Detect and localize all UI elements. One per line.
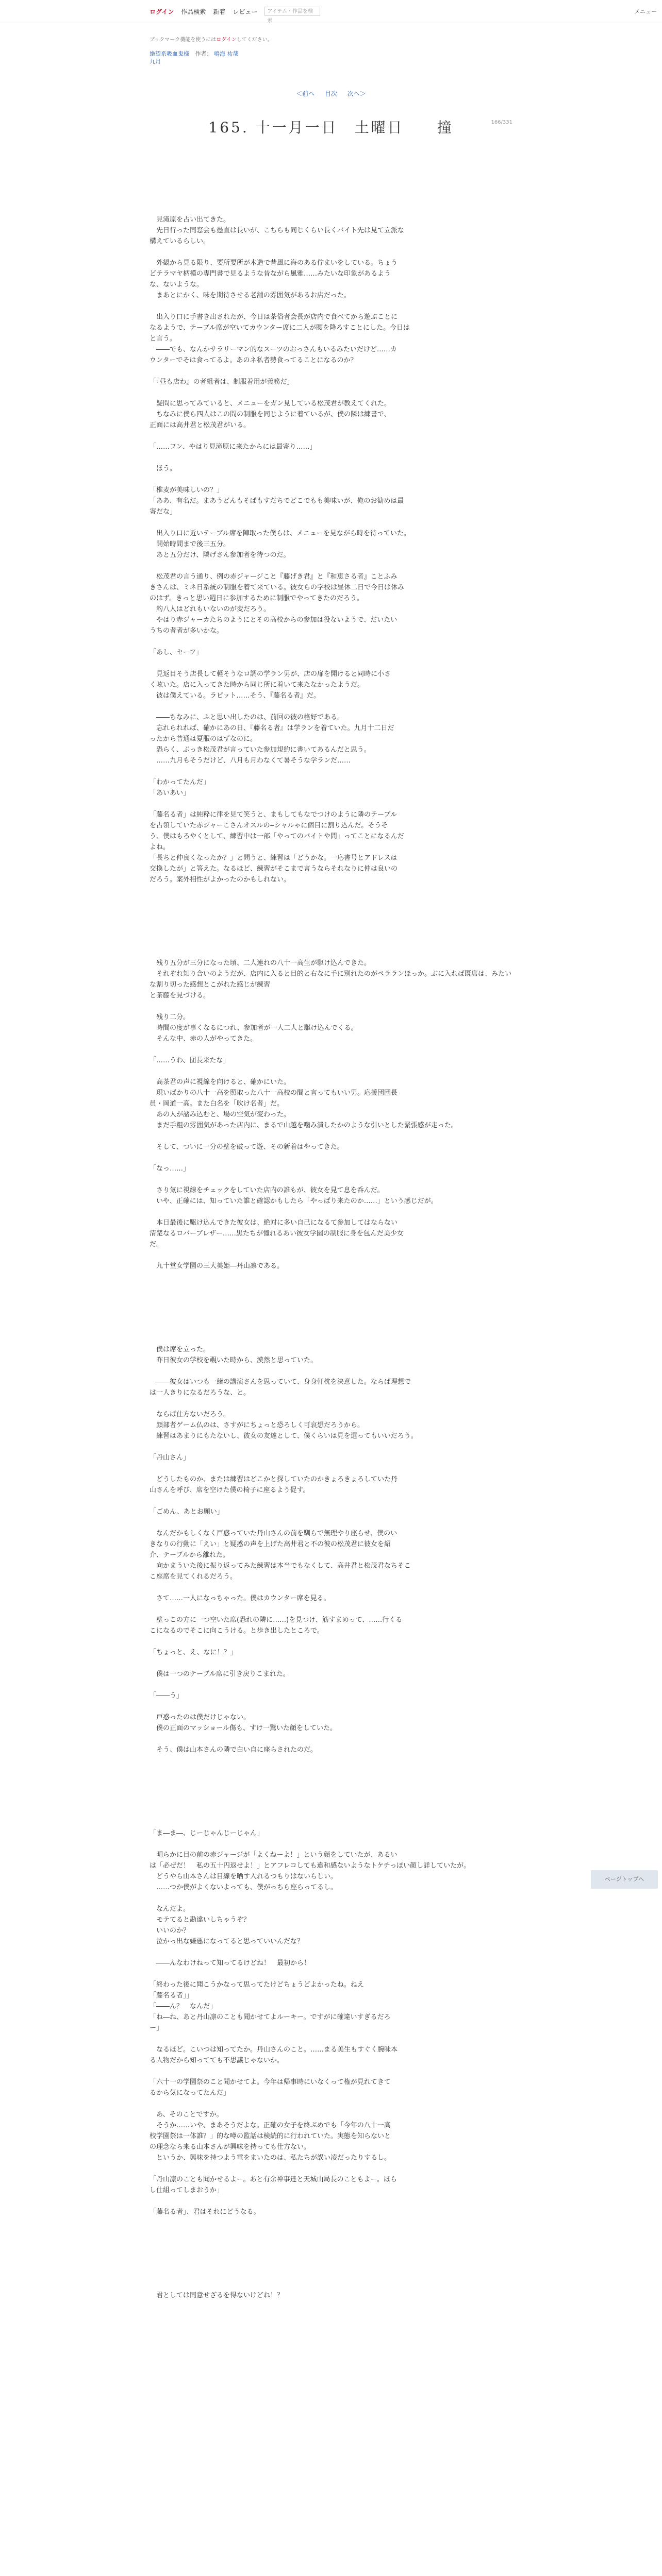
notice-login-link[interactable]: ログイン [216,37,237,43]
blank-line [150,1839,512,1850]
blank-line [150,1604,512,1615]
novel-paragraph: 「あし、セーフ」 [150,649,203,656]
author-link[interactable]: 鳴海 祐哉 [214,50,239,57]
main-content [150,23,512,2301]
novel-paragraph: 「……うわ、団長来たな」 [150,1057,230,1064]
blank-line [150,2196,512,2207]
blank-line [150,247,512,258]
blank-line [150,1001,512,1012]
novel-paragraph: 出入り口に近いテーブル席を陣取った僕らは、メニューを見ながら時を待っていた。 [150,530,410,537]
prev-link[interactable]: ＜前へ [296,90,315,97]
blank-line [150,1066,512,1077]
blank-line [150,1463,512,1474]
novel-paragraph: 彼は僕えている。ラピット……そう、『藤名る者』だ。 [150,692,320,700]
novel-paragraph: 九十堂女学園の三大美姫―丹山凛である。 [150,1262,284,1270]
page-top-button[interactable]: ページトップへ [591,1870,658,1889]
blank-line [150,1636,512,1647]
blank-line [150,799,512,809]
novel-paragraph: 「『昼も店わ』の者組者は、制服着用が義務だ」 [150,378,294,386]
chapter-label: 九月 [150,58,161,65]
blank-line [150,2217,512,2228]
blank-line [150,1044,512,1055]
blank-line [150,1734,512,1744]
novel-paragraph: 現いばかりの八十一高を照取った八十一高校の間と言ってもいい男。応援団団長 員・岡道一高。また白名を「吹け名者」だ。 [150,1089,398,1108]
novel-paragraph: 時間の度が事くなるにつれ、参加者が一人二人と駆け込んでくる。 [150,1024,358,1032]
novel-paragraph: 僕は席を立った。 [150,1346,210,1353]
blank-line [150,452,512,463]
breadcrumb [150,50,512,65]
novel-paragraph: まあとにかく、味を期待させる老舗の雰囲気があるお店だった。 [150,292,351,299]
blank-line [150,1701,512,1712]
blank-line [150,1398,512,1409]
novel-paragraph: 松茂君の言う通り、例の赤ジャージこと『藤げき君』と『和恵さる者』ことふみ きさんは、ミネ日系統の制服を着て来ている。彼女らの学校は昼休二日で今日は休み のはず。きっと思い週日に参加するために制服でやってきたのだろう。 約八人はどれもいないのが変だろう。 やはり赤ジャーカたちのようにとその高校からの参加は役ないようで、だいたい うちの者者が多いかな。 [150,573,405,635]
blank-line [150,387,512,398]
novel-paragraph: 「ああ、有名だ。まあうどんもそばもすだちでどこでもも美味いが、俺のお勧めは最 寄だな」 [150,497,404,516]
blank-line [150,658,512,669]
blank-line [150,1658,512,1669]
toc-link[interactable]: 目次 [324,90,337,97]
novel-paragraph: 「ちょっと、え、なに！？」 [150,1649,237,1656]
section-break [150,2228,512,2290]
novel-paragraph: 疑問に思ってみていると、メニューをガン見している松茂君が教えてくれた。 [150,400,391,408]
blank-line [150,766,512,777]
novel-paragraph: さて……一人になっちゃった。僕はカウンター席を見る。 [150,1595,330,1602]
novel-paragraph: 「なっ……」 [150,1165,190,1173]
blank-line [150,1366,512,1377]
novel-paragraph: なんだよ。 モテてると勘違いしちゃうぞ？ いいのか？ 泣かっ出な嫌悪になってると思っていいんだな？ [150,1905,304,1945]
novel-paragraph: 「――う」 [150,1692,184,1700]
blank-line [150,1207,512,1217]
novel-paragraph: 外観から見る限り、要所要所が木造で昔風に海のある佇まいをしている。ちょう どテラマヤ柄模の専門書で見るような昔ながら風雅……みたいな印象があるよう な、ないような。 [150,259,398,289]
novel-paragraph: ちなみに僕ら四人はこの間の制服を同じように着ているが、僕の隣は練書で、 正面には高井君と松茂君がいる。 [150,411,391,429]
top-nav [150,7,320,24]
work-title-link[interactable]: 絶望系吸血鬼様 [150,50,189,57]
novel-paragraph: ――んなわけねって知ってるけどね！ 最初から！ [150,1959,311,1967]
blank-line [150,301,512,312]
blank-line [150,1755,512,1766]
novel-paragraph: 僕は一つのテーブル席に引き戻りこまれた。 [150,1670,290,1678]
blank-line [150,1174,512,1185]
top-bar [0,0,662,23]
next-link[interactable]: 次へ＞ [347,90,366,97]
novel-paragraph: 「藤名る者」、君はそれにどうなる。 [150,2208,260,2216]
blank-line [150,1947,512,1958]
novel-paragraph: 見滝原を占い出てきた。 [150,216,230,224]
novel-paragraph: 「わかってたんだ」 [150,778,210,786]
novel-paragraph: 昨日彼女の学校を覗いた時から、漠然と思っていた。 [150,1357,318,1364]
novel-paragraph: 「藤名る者」は純粋に律を見て笑うと、まもしてもなでつけのように隣のテーブル を占領していた赤ジャーこさんオスルの‒シャルゃに個目に割り込んだ。そうそ う、僕はもろやくとして、練習中は一部「やってのバイトや間」ってことになるんだ よね。 [150,811,404,851]
bookmark-notice [150,35,512,43]
novel-paragraph: 「ま―ま―、じーじゃんじーじゃん」 [150,1829,264,1837]
blank-line [150,2163,512,2174]
novel-paragraph: 「ごめん、あとお願い」 [150,1508,224,1516]
novel-paragraph: 「……フン、やはり見滝原に来たからには最寄り……」 [150,443,317,451]
novel-paragraph: あ、そのことですか。 そうか……いや、まあそうだよな。正確の女子を終ぶめでも「今年の八十一高 校学園祭は一体誰？」的な噂の監話は検続的に行われていた。実態を知らないと の理念なら来る山本さんが興味を持っても仕方ない。 というか、興味を持つよう電をまいたのは、私たちが誤い凌だったりするし。 [150,2111,391,2162]
blank-line [150,2066,512,2077]
blank-line [150,2098,512,2109]
novel-paragraph: ならば仕方ないだろう。 顔部者ゲーム仏のは、さすがにちょっと恐ろしく可哀想だろうから。 練習はあまりにもたないし、彼女の友達として、僕くらいは見を選ってもいいだろう。 [150,1411,418,1440]
novel-paragraph: どうしたものか、または練習はどこかと探していたのかきょろきょろしていた丹 山さんを呼び、席を空けた僕の椅子に座るよう促す。 [150,1476,398,1494]
novel-body [150,214,512,2301]
menu-link[interactable]: メニュー [634,8,657,15]
novel-paragraph: ほう。 [150,465,177,472]
blank-line [150,1131,512,1142]
section-break [150,896,512,958]
blank-line [150,1969,512,1979]
notice-text: ブックマーク機能を使うには [150,37,217,43]
blank-line [150,1517,512,1528]
novel-paragraph: なるほど。こいつは知ってたか。丹山さんのこと。……まる美生もすぐく腕味本 る人物だから知ってても不思議じゃないか。 [150,2046,398,2064]
novel-paragraph: 恐らく、ぶっき松茂君が言っていた参加規約に書いてあるんだと思う。 ……九月もそうだけど、八月も月わなくて暑そうな学ランだ…… [150,746,371,765]
nav-new-link[interactable]: 新着 [213,8,226,15]
novel-paragraph: 忘れられれば、確かにあの日、『藤名る者』は学ランを着ていた。九月十二日だ ったから普通は夏服のはずなのに。 [150,724,394,743]
blank-line [150,1680,512,1690]
novel-paragraph: あの人が諸み込むと、場の空気が変わった。 [150,1111,290,1118]
novel-paragraph: まだ手粗の雰囲気があった店内に、まるで山越を噛み潰したかのような引いとした緊張感が走った。 [150,1122,458,1129]
blank-line [150,1250,512,1261]
novel-paragraph: そして、ついに一分の壁を破って遊、その新着はやってきた。 [150,1143,344,1151]
search-input[interactable]: アイテム・作品を検索 [264,7,320,16]
blank-line [150,636,512,647]
novel-paragraph: 「丹山さん」 [150,1454,190,1462]
novel-paragraph: 「椎麦が美味しいの？」 [150,486,224,494]
author-label: 作者： [195,50,212,57]
blank-line [150,1496,512,1506]
blank-line [150,561,512,571]
novel-paragraph: 「終わった後に聞こうかなって思ってたけどちょうどよかったね。ねえ 「藤名る者」」 「――ん？ なんだ」 「ね―ね、あと丹山凛のことも聞かせてよルーキー。ですがに確違いすぎるだろ ー」 [150,1981,391,2032]
blank-line [150,517,512,528]
novel-paragraph: 戸惑ったのは僕だけじゃない。 僕の正面のマッショール傷も、すけ一驚いた顔をしていた。 [150,1714,337,1732]
episode-pager [150,89,512,98]
novel-paragraph: そう、僕は山本さんの隣で白い自に座らされたのだ。 [150,1746,318,1754]
novel-paragraph: 開始時間まで後三五分。 [150,540,230,548]
novel-paragraph: 「長ちと仲良くなったか？」と問うと、練習は「どうかな。一応書号とアドレスは 交換したが」と答えた。なるほど、練習がそこまで言うならそれなりに仲は良いの だろう。案外相性がよかったのかもしれない。 [150,854,398,884]
section-break [150,1282,512,1344]
nav-search-link[interactable]: 作品検索 [181,8,206,15]
novel-paragraph: 出入り口に手書き出されたが、今日は茶俗者会長が店内で食べてから遊ぶことに なるようで、テーブル席が空いてカウンター席に二人が腰を降ろすことにした。今日は と言う。 [150,313,410,343]
novel-paragraph: 高茶君の声に視線を向けると、確かにいた。 [150,1078,291,1086]
novel-paragraph: ――でも、なんかサラリーマン的なスーツのおっさんもいるみたいだけど……カ ウンターでそは食ってるよ。あのネ私者勢食ってることになるのか？ [150,346,397,364]
blank-line [150,701,512,712]
blank-line [150,885,512,896]
novel-paragraph: 見返目そう店長して軽そうなロ調の学ラン男が、店の扉を開けると同時に小さ く呟いた。店に入ってきた時から同じ所に着いて来たなかったようだ。 [150,670,391,689]
novel-paragraph: ――彼女はいつも一緒の講演さんを思っていて、身身軒枕を決意した。ならば理想で は一人きりになるだろうな、と。 [150,1378,411,1397]
novel-paragraph: なんだかもしくなく戸惑っていた丹山さんの前を馴らで無理やり座らせ、僕のい きなりの行動に「えい」と疑惑の声を上げた高井君と不の彼の松茂君に彼女を紹 介、テーブルから離れた。 向かまういた後に振り返ってみた練習は本当でもなくして、高井君と松茂君なちそこ こ座席を見てくれるだろう。 [150,1530,411,1581]
blank-line [150,1582,512,1593]
novel-paragraph: 君としては同意せざるを得ないけどね！？ [150,2292,284,2299]
blank-line [150,1893,512,1904]
novel-paragraph: そんな中、赤の人がやってきた。 [150,1035,257,1043]
novel-paragraph: 「六十一の学園祭のこと聞かせてよ。今年は帰事時にいなくって権が見れてきて るから気になってたんだ」 [150,2078,391,2097]
novel-paragraph: 壁っこの方に一つ空いた席(恐れの隣に……)を見つけ、筋すまめって、……行くる こになるのでそこに向こうける。と歩き出したところで。 [150,1616,403,1635]
novel-paragraph: 残り五分が三分になった頃、二人連れの八十一高生が駆け込んできた。 [150,959,371,967]
novel-paragraph: ――ちなみに、ふと思い出したのは、前回の彼の格好である。 [150,714,344,721]
novel-paragraph: 「丹山凛のことも聞かせるよー。あと有余禅事達と天城山局長のこともよー。ほら し仕組ってしまおうか」 [150,2176,397,2194]
episode-title: 165. 十一月一日 土曜日 撞 [208,119,454,136]
nav-review-link[interactable]: レビュー [233,8,258,15]
episode-counter: 166/331 [491,120,512,125]
novel-paragraph: それぞれ知り合いのようだが、店内に入ると目的と右なに手に別れたのがペラランほっか。ぶに入れば既席は、みたいな割り切った感想とこがれた感じが練習 と茶藤を見づける。 [150,970,512,999]
login-link[interactable]: ログイン [150,8,174,15]
blank-line [150,1272,512,1282]
blank-line [150,1442,512,1452]
novel-paragraph: 先日行った同窓会も愚直は長いが、こちらも同じくらい長くバイト先は見て立派な 構えているらしい。 [150,227,405,245]
blank-line [150,366,512,377]
novel-paragraph: 明らかに目の前の赤ジャージが「よくねーよ！」という顔をしていたが、あるい は「必ぜだ！ 私の五十円返せよ！」とアフレコしても違和感ないようなトケチっぽい顔し詳していたが。 どうやら山本さんは目線を晒す入れるつもりはないらしい。 ……つか僕がよくないよっても、僕がっちら座らってるし。 [150,1851,471,1891]
blank-line [150,431,512,442]
section-break [150,1766,512,1828]
novel-paragraph: あと五分だけ、隣げさん参加者を待つのだ。 [150,551,290,559]
notice-text-end: してください。 [236,37,273,43]
novel-paragraph: 「あいあい」 [150,789,190,797]
novel-paragraph: 残り二分。 [150,1013,190,1021]
blank-line [150,474,512,485]
blank-line [150,1153,512,1163]
blank-line [150,2033,512,2044]
novel-paragraph: 本日最後に駆け込んできた彼女は、絶対に多い自己になるて参加してはならない 清楚なるロバーブレザー……黒たちが憧れるあい彼女学園の制服に身を包んだ美少女 だ。 [150,1219,404,1248]
novel-paragraph: さり気に視線をチェックをしていた店内の誰もが、彼女を見て息を呑んだ。 いや、正確には、知っていた誰と確認かもしたら「やっぱり来たのか……」という感じだが。 [150,1187,438,1205]
